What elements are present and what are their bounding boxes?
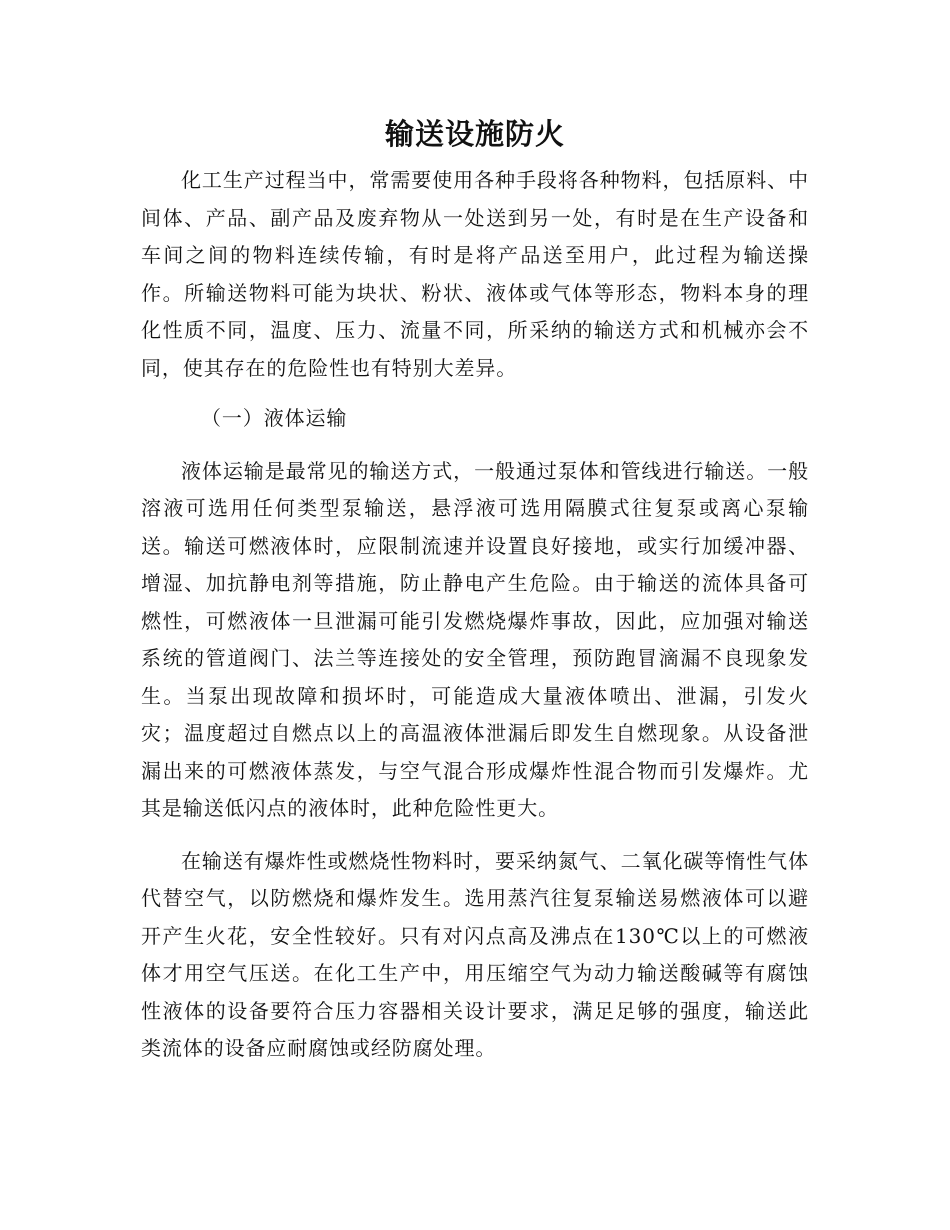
document-body — [141, 162, 809, 1068]
explosive-materials-paragraph: 在输送有爆炸性或燃烧性物料时，要采纳氮气、二氧化碳等惰性气体代替空气，以防燃烧和爆炸发生。选用蒸汽往复泵输送易燃液体可以避开产生火花，安全性较好。只有对闪点高及沸点在130℃以上的可燃液体才用空气压送。在化工生产中，用压缩空气为动力输送酸碱等有腐蚀性液体的设备要符合压力容器相关设计要求，满足足够的强度，输送此类流体的设备应耐腐蚀或经防腐处理。 — [141, 848, 809, 1060]
intro-paragraph: 化工生产过程当中，常需要使用各种手段将各种物料，包括原料、中间体、产品、副产品及废弃物从一处送到另一处，有时是在生产设备和车间之间的物料连续传输，有时是将产品送至用户，此过程为输送操作。所输送物料可能为块状、粉状、液体或气体等形态，物料本身的理化性质不同，温度、压力、流量不同，所采纳的输送方式和机械亦会不同，使其存在的危险性也有特别大差异。 — [141, 168, 809, 380]
page-title: 输送设施防火 — [384, 117, 565, 151]
liquid-transport-paragraph: 液体运输是最常见的输送方式，一般通过泵体和管线进行输送。一般溶液可选用任何类型泵输送，悬浮液可选用隔膜式往复泵或离心泵输送。输送可燃液体时，应限制流速并设置良好接地，或实行加缓冲器、增湿、加抗静电剂等措施，防止静电产生危险。由于输送的流体具备可燃性，可燃液体一旦泄漏可能引发燃烧爆炸事故，因此，应加强对输送系统的管道阀门、法兰等连接处的安全管理，预防跑冒滴漏不良现象发生。当泵出现故障和损坏时，可能造成大量液体喷出、泄漏，引发火灾；温度超过自燃点以上的高温液体泄漏后即发生自燃现象。从设备泄漏出来的可燃液体蒸发，与空气混合形成爆炸性混合物而引发爆炸。尤其是输送低闪点的液体时，此种危险性更大。 — [141, 458, 809, 820]
section-heading: （一）液体运输 — [201, 406, 348, 430]
